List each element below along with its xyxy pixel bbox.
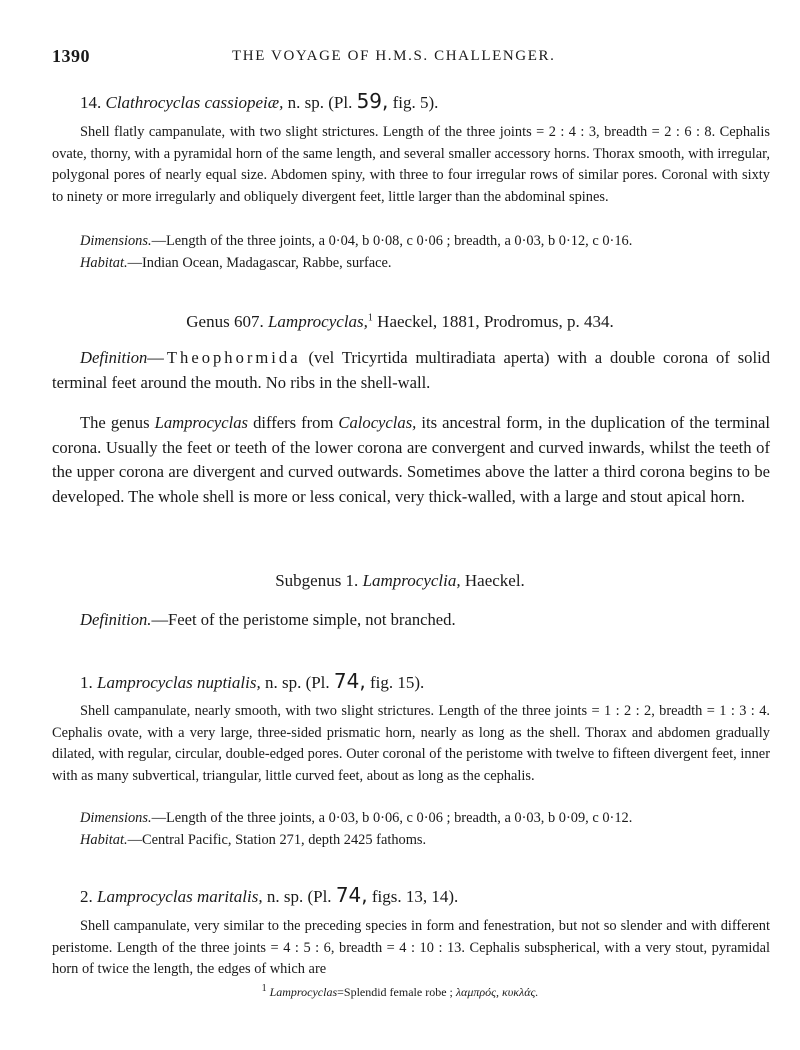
running-head — [52, 46, 752, 68]
species-1-dimensions — [52, 808, 770, 830]
genus-suffix: Haeckel, 1881, Prodromus, p. 434. — [377, 312, 614, 331]
figure-ref: fig. 5). — [392, 93, 439, 112]
definition-label: Definition — [80, 348, 148, 367]
footnote-marker: 1 — [367, 312, 373, 324]
dimensions-text: —Length of the three joints, a 0·03, b 0·06, c 0·06 ; breadth, a 0·03, b 0·09, c 0·12. — [151, 810, 633, 826]
habitat-text: —Indian Ocean, Madagascar, Rabbe, surface. — [127, 255, 392, 271]
subgenus-definition — [52, 608, 770, 633]
species-14-description: Shell flatly campanulate, with two slight strictures. Length of the three joints = 2 : 4 : 3, breadth = 2 : 6 : 8. Cephalis ovate, thorny, with a pyramidal horn of the same length, and several smaller accessory horns. Thorax smooth, with irregular, polygonal pores of nearly equal size. Abdomen spiny, with three to four irregular rows of similar pores. Coronal with sixty to ninety or more irregularly and obliquely divergent feet, little larger than the abdominal spines. — [52, 124, 770, 205]
footnote — [0, 985, 800, 1000]
species-name: Lamprocyclas maritalis, — [97, 887, 263, 906]
paragraph-mid: differs from — [253, 413, 334, 432]
habitat-label: Habitat. — [80, 832, 128, 848]
plate-number: 74, — [333, 669, 366, 693]
species-14-heading — [52, 90, 798, 114]
species-14-dimensions — [52, 231, 770, 253]
dimensions-label: Dimensions. — [80, 810, 152, 826]
genus-definition — [52, 346, 770, 395]
species-sp: n. sp. (Pl. — [287, 93, 353, 112]
paragraph-rest: its ancestral form, in the duplication of the terminal corona. Usually the feet or teeth of the lower corona are convergent and curved inwards, whilst the teeth of the upper corona are divergent and curved outwards. Sometimes above the latter a third corona begins to be developed. The whole shell is more or less conical, very thick-walled, with a large and stout apical horn. — [52, 413, 770, 506]
genus-heading — [0, 311, 800, 333]
species-sp: n. sp. (Pl. — [266, 887, 332, 906]
subgenus-heading — [0, 570, 800, 592]
plate-number: 59, — [356, 89, 389, 113]
species-2-heading — [52, 884, 798, 908]
species-name: Clathrocyclas cassiopeiæ, — [105, 93, 284, 112]
definition-family: —Theophormida — [147, 348, 301, 367]
definition-text: —Feet of the peristome simple, not branched. — [151, 610, 456, 629]
subgenus-name: Lamprocyclia, — [362, 571, 461, 590]
dimensions-label: Dimensions. — [80, 233, 152, 249]
species-number: 1. — [80, 673, 93, 692]
paragraph-genus: Lamprocyclas — [154, 413, 249, 432]
figure-ref: fig. 15). — [369, 673, 425, 692]
species-name: Lamprocyclas nuptialis, — [97, 673, 261, 692]
habitat-text: —Central Pacific, Station 271, depth 2425 fathoms. — [127, 832, 427, 848]
subgenus-author: Haeckel. — [464, 571, 525, 590]
footnote-text: =Splendid female robe ; — [337, 985, 453, 999]
figure-ref: figs. 13, 14). — [371, 887, 459, 906]
paragraph-start: The genus — [80, 413, 150, 432]
footnote-greek: λαμπρός, κυκλάς. — [455, 985, 539, 999]
dimensions-text: —Length of the three joints, a 0·04, b 0·08, c 0·06 ; breadth, a 0·03, b 0·12, c 0·16. — [151, 233, 633, 249]
genus-prefix: Genus 607. — [186, 312, 264, 331]
species-14-habitat — [52, 253, 770, 275]
species-number: 14. — [80, 93, 102, 112]
species-1-description: Shell campanulate, nearly smooth, with two slight strictures. Length of the three joints = 1 : 2 : 2, breadth = 1 : 3 : 4. Cephalis ovate, with a very large, three-sided prismatic horn, nearly as long as the shell. Thorax and abdomen gradually dilated, with regular, circular, double-edged pores. Outer coronal of the peristome with twelve to fifteen divergent feet, inner with as many subvertical, triangular, little curved feet, about as long as the cephalis. — [52, 703, 770, 784]
footnote-term: Lamprocyclas — [269, 985, 338, 999]
genus-name: Lamprocyclas, — [267, 312, 368, 331]
page-number: 1390 — [52, 46, 90, 66]
species-1-habitat — [52, 830, 770, 852]
paragraph-ancestor: Calocyclas, — [338, 413, 417, 432]
plate-number: 74, — [335, 883, 368, 907]
species-number: 2. — [80, 887, 93, 906]
species-2-description: Shell campanulate, very similar to the preceding species in form and fenestration, but not so slender and with different peristome. Length of the three joints = 4 : 5 : 6, breadth = 4 : 10 : 13. Cephalis subspherical, with a very stout, pyramidal horn of twice the length, the edges of which are — [52, 918, 770, 978]
footnote-mark: 1 — [261, 983, 267, 994]
definition-label: Definition. — [80, 610, 152, 629]
definition-text: (vel Tricyrtida multiradiata aperta) with a double corona of solid terminal feet around the mouth. No ribs in the shell-wall. — [52, 348, 771, 392]
subgenus-prefix: Subgenus 1. — [275, 571, 359, 590]
species-sp: n. sp. (Pl. — [264, 673, 330, 692]
running-title: THE VOYAGE OF H.M.S. CHALLENGER. — [232, 48, 556, 64]
species-1-heading — [52, 670, 798, 694]
genus-paragraph — [52, 411, 770, 509]
habitat-label: Habitat. — [80, 255, 128, 271]
